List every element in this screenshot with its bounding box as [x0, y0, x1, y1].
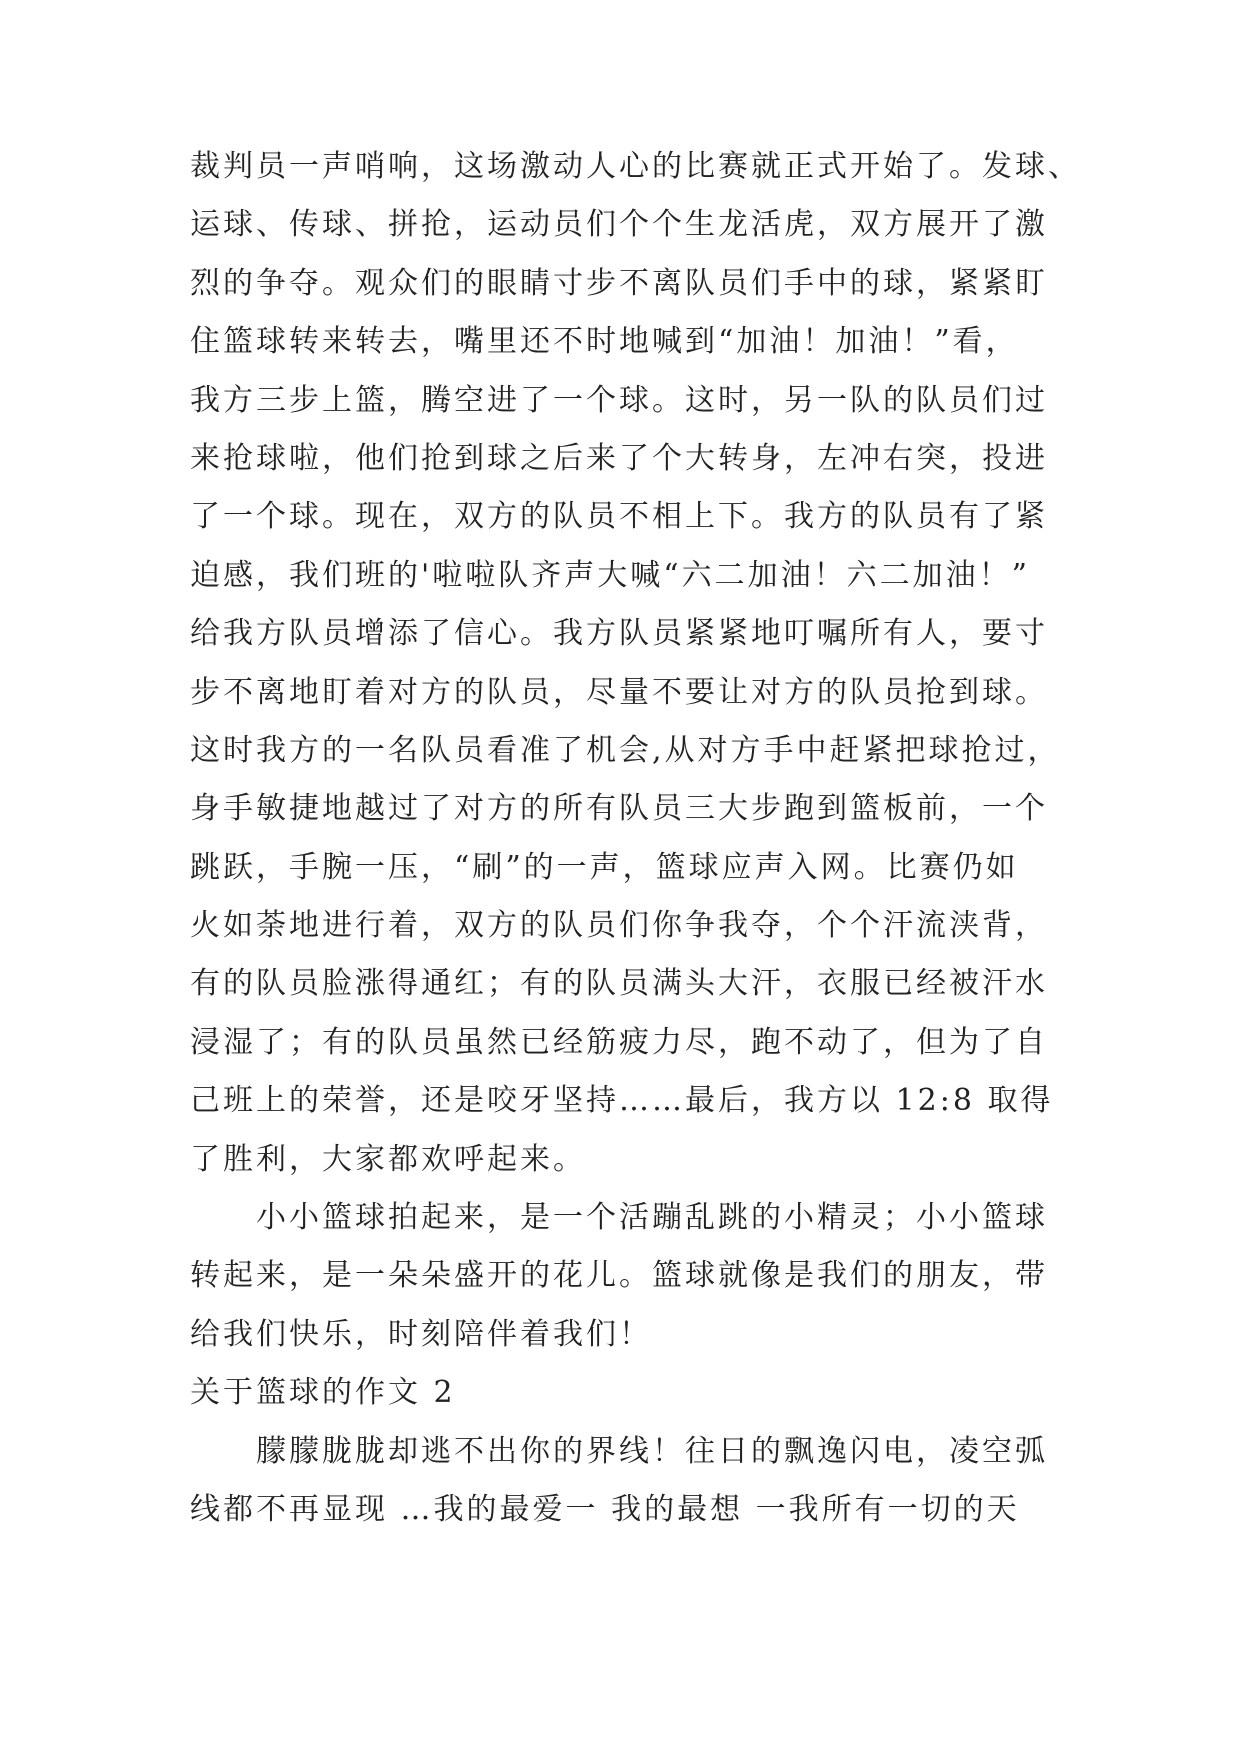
- text-line: 我方三步上篮，腾空进了一个球。这时，另一队的队员们过: [190, 382, 1048, 418]
- text-line: 给我们快乐，时刻陪伴着我们！: [190, 1316, 652, 1352]
- text-line: 身手敏捷地越过了对方的所有队员三大步跑到篮板前，一个: [190, 791, 1048, 827]
- text-line: 火如荼地进行着，双方的队员们你争我夺，个个汗流浃背，: [190, 908, 1048, 944]
- text-line: 给我方队员增添了信心。我方队员紧紧地叮嘱所有人，要寸: [190, 616, 1048, 652]
- text-line: 运球、传球、拼抢，运动员们个个生龙活虎，双方展开了激: [190, 207, 1048, 243]
- text-line: 了一个球。现在，双方的队员不相上下。我方的队员有了紧: [190, 499, 1048, 535]
- text-line: 迫感，我们班的'啦啦队齐声大喊“六二加油！六二加油！”: [190, 557, 1030, 593]
- text-line: 步不离地盯着对方的队员，尽量不要让对方的队员抢到球。: [190, 674, 1048, 710]
- paragraph-start-line: 小小篮球拍起来，是一个活蹦乱跳的小精灵；小小篮球: [256, 1200, 1048, 1236]
- text-line: 跳跃，手腕一压，“刷”的一声，篮球应声入网。比赛仍如: [190, 849, 1019, 885]
- text-line: 裁判员一声哨响，这场激动人心的比赛就正式开始了。发球、: [190, 149, 1081, 184]
- text-line: 浸湿了；有的队员虽然已经筋疲力尽，跑不动了，但为了自: [190, 1024, 1048, 1060]
- text-line: 这时我方的一名队员看准了机会,从对方手中赶紧把球抢过，: [190, 732, 1061, 768]
- section-heading: 关于篮球的作文 2: [190, 1375, 456, 1411]
- text-line: 己班上的荣誉，还是咬牙坚持……最后，我方以 12:8 取得: [190, 1083, 1054, 1119]
- text-line: 转起来，是一朵朵盛开的花儿。篮球就像是我们的朋友，带: [190, 1258, 1048, 1294]
- text-line: 烈的争夺。观众们的眼睛寸步不离队员们手中的球，紧紧盯: [190, 265, 1048, 301]
- text-line: 住篮球转来转去，嘴里还不时地喊到“加油！加油！”看，: [190, 324, 1019, 360]
- text-line: 有的队员脸涨得通红；有的队员满头大汗，衣服已经被汗水: [190, 966, 1048, 1002]
- text-line: 来抢球啦，他们抢到球之后来了个大转身，左冲右突，投进: [190, 440, 1048, 476]
- text-line: 线都不再显现 …我的最爱一 我的最想 一我所有一切的天: [190, 1491, 1020, 1527]
- text-line: 了胜利，大家都欢呼起来。: [190, 1141, 586, 1177]
- essay-body: [190, 138, 1081, 1539]
- paragraph-start-line: 朦朦胧胧却逃不出你的界线！往日的飘逸闪电，凌空弧: [256, 1433, 1048, 1469]
